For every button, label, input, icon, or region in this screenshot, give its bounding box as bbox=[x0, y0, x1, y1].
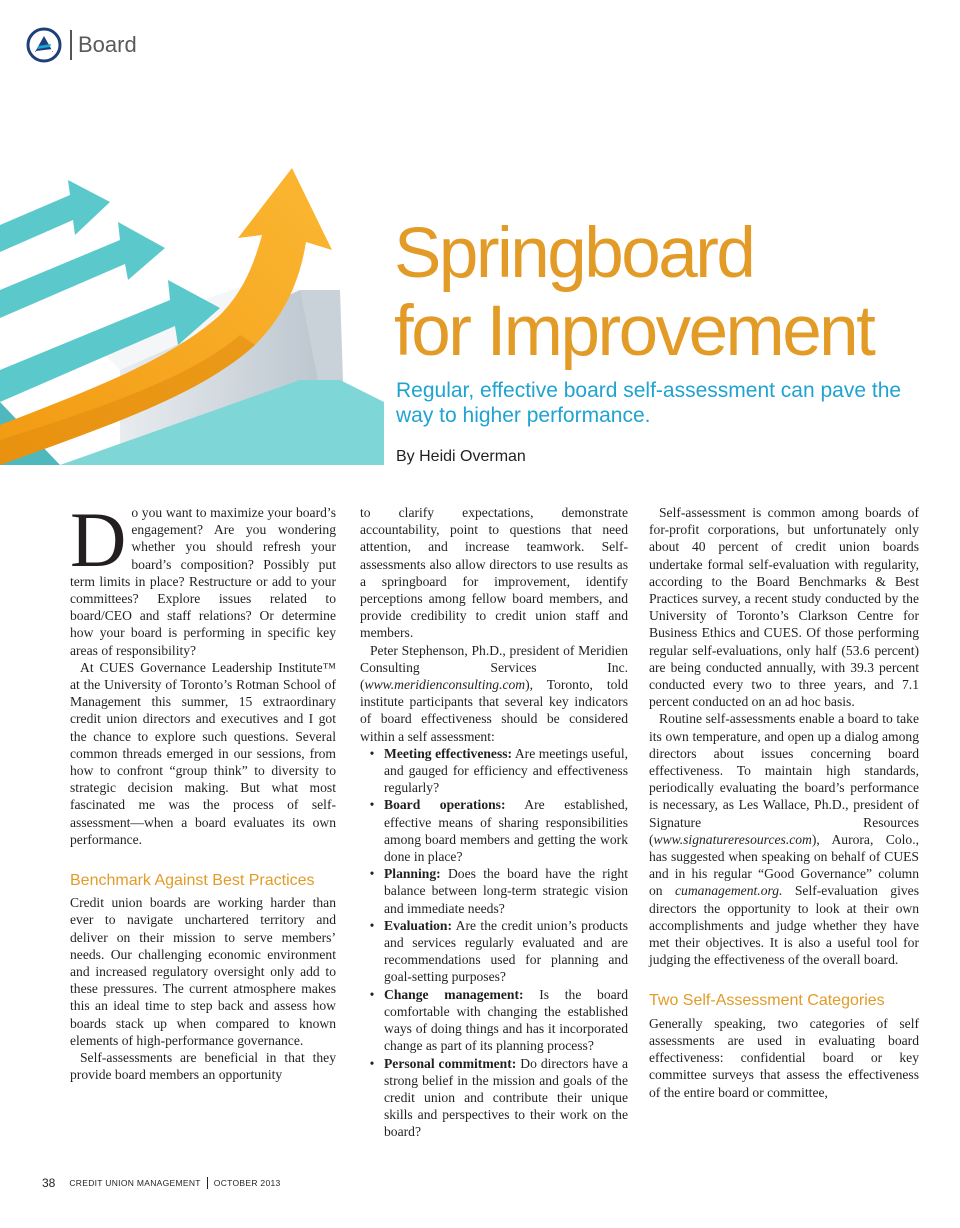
bullet-text: Do directors have a strong belief in the mission and goals of the credit union and contribute their unique skills and perspectives to their work on the board? bbox=[384, 1055, 629, 1140]
bullet-term: Evaluation: bbox=[384, 917, 452, 933]
drop-cap: D bbox=[70, 496, 127, 583]
bullet-term: Change management: bbox=[384, 986, 524, 1002]
paragraph bbox=[360, 642, 628, 745]
title-line-1: Springboard bbox=[394, 214, 754, 293]
paragraph-text: ), Aurora, Colo., has suggested when speaking on behalf of CUES and in his regular “Good Governance” column on bbox=[649, 831, 919, 899]
title-line-2: for Improvement bbox=[394, 292, 874, 371]
column-1 bbox=[70, 496, 336, 1084]
byline: By Heidi Overman bbox=[396, 448, 526, 465]
article-dek: Regular, effective board self-assessment can pave the way to higher performance. bbox=[396, 379, 902, 427]
header-divider bbox=[70, 30, 72, 60]
subhead: Benchmark Against Best Practices bbox=[70, 872, 315, 890]
subhead: Two Self-Assessment Categories bbox=[649, 992, 885, 1010]
paragraph: At CUES Governance Leadership Institute™ at the University of Toronto’s Rotman School of Management this summer, 15 extraordinary credit union directors and executives and I got the chance to explore such questions. Several common threads emerged in our sessions, from how to confront “group think” to diversity to strategic decision making. But what most fascinated me was the process of self-assessment—when a board evaluates its own performance. bbox=[70, 659, 336, 847]
paragraph: Self-assessment is common among boards of for-profit corporations, but unfortunately only about 40 percent of credit union boards undertake formal self-evaluation with regularity, according to the Board Benchmarks & Best Practices survey, a recent study conducted by the University of Toronto’s Clarkson Centre for Business Ethics and CUES. Of those performing regular self-evaluations, only half (53.6 percent) are being conducted annually, with 39.3 percent conducted every two to three years, and 7.1 percent conducted on an ad hoc basis. bbox=[649, 505, 919, 710]
bullet-icon: • bbox=[369, 986, 375, 1002]
bullet-term: Personal commitment: bbox=[384, 1055, 517, 1071]
bullet-icon: • bbox=[369, 866, 375, 882]
paragraph: to clarify expectations, demonstrate accountability, point to questions that need attention, and increase teamwork. Self-assessments also allow directors to use results as a springboard for improvement, identify perceptions among fellow board members, and provide credibility to credit union staff and members. bbox=[360, 505, 628, 641]
bullet-term: Meeting effectiveness: bbox=[384, 745, 513, 761]
column-2 bbox=[360, 504, 628, 1141]
bullet-text: Does the board have the right balance between long-term strategic vision and immediate needs? bbox=[384, 866, 628, 916]
bullet-icon: • bbox=[369, 1055, 375, 1071]
page-footer bbox=[42, 1176, 281, 1190]
hero-arrow-illustration bbox=[0, 140, 384, 465]
bullet-item bbox=[360, 796, 628, 865]
paragraph bbox=[70, 496, 336, 659]
paragraph-text: Peter Stephenson, Ph.D., president of Meridien Consulting Services Inc. ( bbox=[360, 642, 628, 693]
paragraph bbox=[649, 710, 919, 968]
bullet-item bbox=[360, 745, 628, 797]
paragraph: Credit union boards are working harder than ever to navigate unchartered territory and deliver on their mission to serve members’ needs. Our challenging economic environment and increased regulatory oversight only add to these pressures. The current atmosphere makes this an ideal time to step back and assess how boards stack up when compared to known elements of high-performance governance. bbox=[70, 895, 336, 1048]
bullet-item bbox=[360, 917, 628, 986]
bullet-text: Are the credit union’s products and services regularly evaluated and are recommendations used for planning and goal-setting purposes? bbox=[384, 917, 628, 985]
footer-divider bbox=[207, 1177, 208, 1189]
article-title bbox=[394, 215, 934, 371]
paragraph: Generally speaking, two categories of self assessments are used in evaluating board effectiveness: confidential board or key committee surveys that assess the effectiveness of the entire board or committee, bbox=[649, 1015, 919, 1100]
bullet-text: Are meetings useful, and gauged for efficiency and effectiveness regularly? bbox=[384, 745, 628, 796]
bullet-item bbox=[360, 986, 628, 1055]
bullet-icon: • bbox=[369, 797, 375, 813]
paragraph: Self-assessments are beneficial in that they provide board members an opportunity bbox=[70, 1050, 336, 1083]
bullet-text: Are established, effective means of sharing responsibilities among board members and getting the work done in place? bbox=[384, 797, 629, 865]
url-text: cumanagement.org. bbox=[675, 883, 783, 899]
column-3 bbox=[649, 504, 919, 1101]
bullet-icon: • bbox=[369, 917, 375, 933]
bullet-text: Is the board comfortable with changing the established ways of doing things and has it incorporated change as part of its planning process? bbox=[384, 986, 628, 1054]
page-number: 38 bbox=[42, 1176, 56, 1190]
bullet-item bbox=[360, 1055, 628, 1141]
bullet-item bbox=[360, 865, 628, 917]
section-label: Board bbox=[78, 32, 137, 57]
paragraph-text: ), Toronto, told institute participants that several key indicators of board effectiveness should be considered within a self assessment: bbox=[360, 677, 628, 744]
paragraph-text: Self-evaluation gives directors the opportunity to look at their own accomplishments and judge whether they have met their objectives. It is also a useful tool for judging the effectiveness of the overall board. bbox=[649, 883, 919, 968]
issue-date: OCTOBER 2013 bbox=[213, 1178, 281, 1188]
section-header bbox=[26, 27, 137, 63]
bullet-term: Planning: bbox=[384, 866, 441, 882]
publication-name: CREDIT UNION MANAGEMENT bbox=[69, 1178, 201, 1188]
url-text: www.meridienconsulting.com bbox=[364, 677, 526, 693]
bullet-term: Board operations: bbox=[384, 797, 506, 813]
cues-logo-icon bbox=[26, 27, 62, 63]
paragraph-text: o you want to maximize your board’s engagement? Are you wondering whether you should refresh your board’s composition? Possibly put term limits in place? Restructure or add to your committees? Explore issues related to board/CEO and staff relations? Or determine how your board is performing in specific key areas of responsibility? bbox=[70, 505, 336, 658]
url-text: www.signatureresources.com bbox=[653, 831, 812, 847]
paragraph-text: Routine self-assessments enable a board to take its own temperature, and open up a dialog among directors about issues concerning board effectiveness. To maintain high standards, periodically evaluating the board’s performance is necessary, as Les Wallace, Ph.D., president of Signature Resources ( bbox=[649, 711, 919, 847]
bullet-icon: • bbox=[369, 745, 375, 761]
